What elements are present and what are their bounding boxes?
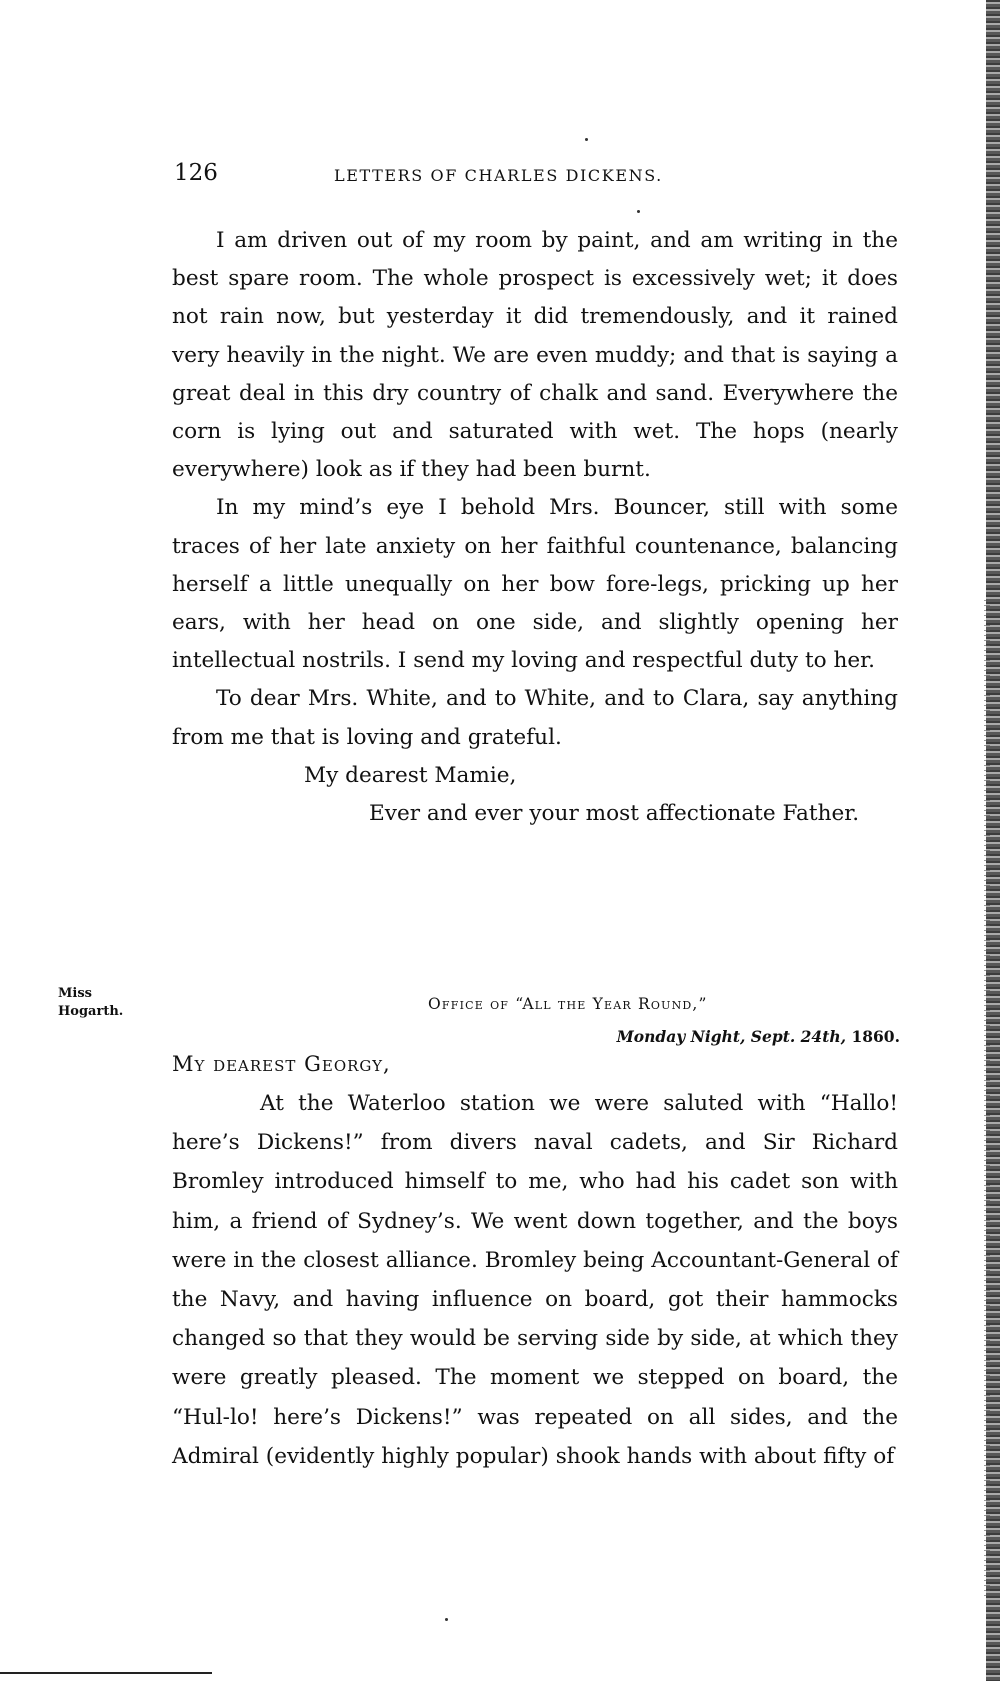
- paragraph: At the Waterloo station we were saluted with “Hallo! here’s Dickens!” from divers naval cadets, and Sir Richard Bromley introduced himself to me, who had his cadet son with him, a friend of Sydney’s. We went down together, and the boys were in the closest alliance. Bromley being Accountant-General of the Navy, and having influence on board, got their hammocks changed so that they would be serving side by side, at which they were greatly pleased. The moment we stepped on board, the “Hul-lo! here’s Dickens!” was repeated on all sides, and the Admiral (evidently highly popular) shook hands with about fifty of: [172, 1091, 898, 1469]
- paragraph: To dear Mrs. White, and to White, and to Clara, say anything from me that is loving and grateful.: [172, 686, 898, 750]
- paragraph: I am driven out of my room by paint, and am writing in the best spare room. The whole prospect is excessively wet; it does not rain now, but yesterday it did tremendously, and it rained very heavily in the night. We are even muddy; and that is saying a great deal in this dry country of chalk and sand. Everywhere the corn is lying out and saturated with wet. The hops (nearly everywhere) look as if they had been burnt.: [172, 228, 898, 483]
- letter-to-mamie: [172, 222, 898, 833]
- dateline-year: 1860.: [851, 1027, 900, 1046]
- scan-speck: [637, 210, 640, 213]
- margin-note-line: Miss: [58, 986, 92, 1001]
- page-number: 126: [174, 160, 218, 186]
- dateline-day: Monday Night,: [616, 1027, 746, 1046]
- letter-dateline: [500, 1027, 900, 1046]
- letter-to-georgy: [172, 1084, 898, 1476]
- page-header: [174, 160, 894, 190]
- margin-note: [58, 985, 168, 1021]
- margin-note-line: Hogarth.: [58, 1004, 124, 1019]
- scan-speck: [585, 138, 588, 141]
- paragraph: In my mind’s eye I behold Mrs. Bouncer, still with some traces of her late anxiety on her faithful countenance, balancing herself a little unequally on her bow fore-legs, pricking up her ears, with her head on one side, and slightly opening her intellectual nostrils. I send my loving and respectful duty to her.: [172, 495, 898, 674]
- letter-greeting: My dearest Georgy,: [172, 1052, 391, 1076]
- dateline-date: Sept. 24th,: [750, 1027, 847, 1046]
- closing-salutation: My dearest Mamie,: [304, 762, 517, 788]
- signature: Ever and ever your most affectionate Father.: [369, 801, 860, 827]
- scan-speck: [445, 1618, 448, 1621]
- scan-edge-grain: [984, 600, 990, 1600]
- bottom-rule: [0, 1672, 212, 1674]
- running-title: LETTERS OF CHARLES DICKENS.: [334, 166, 663, 185]
- letter-address: Office of “All the Year Round,”: [428, 995, 708, 1013]
